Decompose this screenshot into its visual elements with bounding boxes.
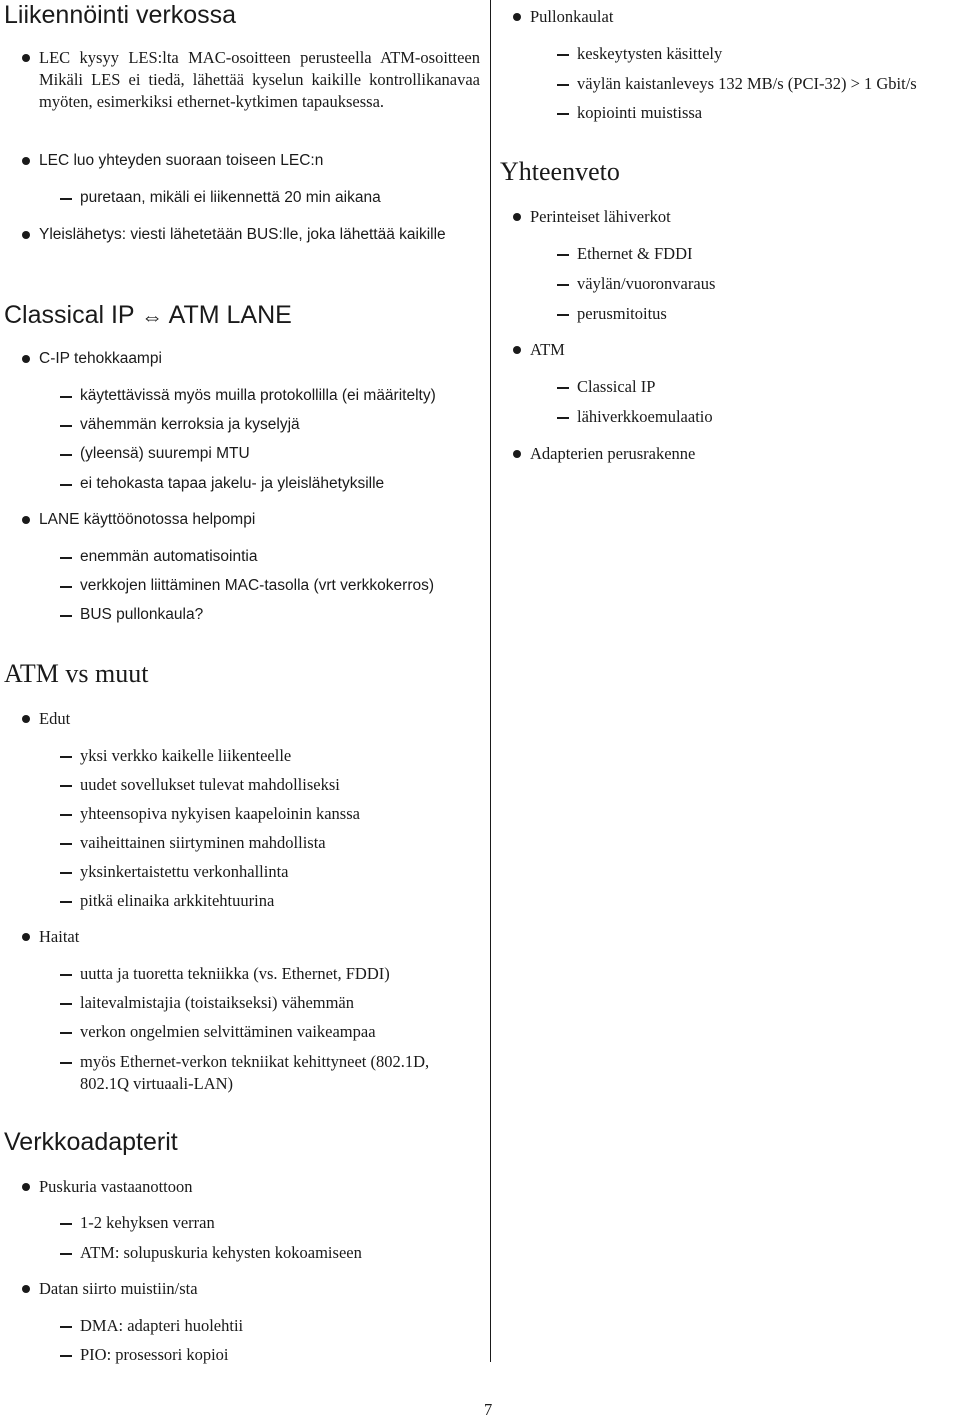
sub-list-item: Classical IP <box>557 376 655 398</box>
sub-list-item: yksi verkko kaikelle liikenteelle <box>60 745 291 767</box>
dash-icon <box>60 785 72 787</box>
section-title-classical: Classical IP ⇔ ATM LANE <box>4 301 292 329</box>
list-item: C-IP tehokkaampi <box>22 348 162 370</box>
list-item: Adapterien perusrakenne <box>513 443 695 465</box>
dash-icon <box>557 84 569 86</box>
list-item: Puskuria vastaanottoon <box>22 1176 193 1198</box>
dash-icon <box>60 1003 72 1005</box>
dash-icon <box>60 396 72 398</box>
list-item: LANE käyttöönotossa helpompi <box>22 509 255 531</box>
bullet-icon <box>22 516 30 524</box>
sub-list-item: keskeytysten käsittely <box>557 43 722 65</box>
sub-list-item: vähemmän kerroksia ja kyselyjä <box>60 414 300 436</box>
list-item: Perinteiset lähiverkot <box>513 206 671 228</box>
list-item: Pullonkaulat <box>513 6 613 28</box>
dash-icon <box>557 417 569 419</box>
bullet-icon <box>22 715 30 723</box>
sub-list-item: ei tehokasta tapaa jakelu- ja yleislähetyksille <box>60 473 384 495</box>
section-title-liikennointi: Liikennöinti verkossa <box>4 1 237 29</box>
dash-icon <box>60 425 72 427</box>
dash-icon <box>60 586 72 588</box>
dash-icon <box>60 615 72 617</box>
list-item: Edut <box>22 708 70 730</box>
bullet-icon <box>22 231 30 239</box>
dash-icon <box>557 284 569 286</box>
sub-list-item: yksinkertaistettu verkonhallinta <box>60 861 289 883</box>
sub-list-item: 1-2 kehyksen verran <box>60 1212 215 1234</box>
list-item: ATM <box>513 339 565 361</box>
dash-icon <box>60 901 72 903</box>
dash-icon <box>60 557 72 559</box>
sub-list-item: Ethernet & FDDI <box>557 243 692 265</box>
sub-list-item: väylän kaistanleveys 132 MB/s (PCI-32) > 1 Gbit/s <box>557 73 917 95</box>
dash-icon <box>60 814 72 816</box>
list-item: LEC luo yhteyden suoraan toiseen LEC:n <box>22 150 323 172</box>
sub-list-item: yhteensopiva nykyisen kaapeloinin kanssa <box>60 803 360 825</box>
page-number: 7 <box>484 1400 493 1417</box>
right-column <box>490 0 960 1362</box>
list-item: Haitat <box>22 926 79 948</box>
sub-list-item: kopiointi muistissa <box>557 102 702 124</box>
dash-icon <box>557 254 569 256</box>
bullet-icon <box>513 13 521 21</box>
dash-icon <box>60 756 72 758</box>
sub-list-item: ATM: solupuskuria kehysten kokoamiseen <box>60 1242 362 1264</box>
section-title-atm-vs-muut: ATM vs muut <box>4 659 149 688</box>
sub-list-item: verkon ongelmien selvittäminen vaikeampaa <box>60 1021 376 1043</box>
bullet-icon <box>513 213 521 221</box>
sub-list-item: (yleensä) suurempi MTU <box>60 443 250 465</box>
dash-icon <box>60 484 72 486</box>
sub-list-item: käytettävissä myös muilla protokollilla (ei määritelty) <box>60 385 436 407</box>
section-title-yhteenveto: Yhteenveto <box>500 157 620 186</box>
dash-icon <box>60 974 72 976</box>
dash-icon <box>60 454 72 456</box>
dash-icon <box>557 314 569 316</box>
sub-list-item: verkkojen liittäminen MAC-tasolla (vrt verkkokerros) <box>60 575 434 597</box>
bullet-icon <box>22 1285 30 1293</box>
bullet-icon <box>22 54 30 62</box>
double-arrow-icon: ⇔ <box>141 304 164 329</box>
sub-list-item: pitkä elinaika arkkitehtuurina <box>60 890 274 912</box>
section-title-verkkoadapterit: Verkkoadapterit <box>4 1128 178 1156</box>
sub-list-item: lähiverkkoemulaatio <box>557 406 713 428</box>
dash-icon <box>557 113 569 115</box>
list-item: Datan siirto muistiin/sta <box>22 1278 198 1300</box>
bullet-icon <box>22 355 30 363</box>
sub-list-item: laitevalmistajia (toistaikseksi) vähemmän <box>60 992 354 1014</box>
bullet-icon <box>513 346 521 354</box>
list-item: Yleislähetys: viesti lähetetään BUS:lle, joka lähettää kaikille <box>22 224 480 246</box>
dash-icon <box>60 1253 72 1255</box>
dash-icon <box>60 198 72 200</box>
list-item: LEC kysyy LES:lta MAC-osoitteen perusteella ATM-osoitteen Mikäli LES ei tiedä, lähettää kyselun kaikille kontrollikanavaa myöten, esimerkiksi ethernet-kytkimen tapauksessa. <box>22 47 480 113</box>
sub-list-item: BUS pullonkaula? <box>60 604 203 626</box>
dash-icon <box>60 1355 72 1357</box>
dash-icon <box>557 54 569 56</box>
sub-list-item: uudet sovellukset tulevat mahdolliseksi <box>60 774 340 796</box>
sub-list-item: vaiheittainen siirtyminen mahdollista <box>60 832 326 854</box>
sub-list-item: perusmitoitus <box>557 303 667 325</box>
sub-list-item: DMA: adapteri huolehtii <box>60 1315 243 1337</box>
bullet-icon <box>22 1183 30 1191</box>
bullet-icon <box>22 157 30 165</box>
dash-icon <box>60 1032 72 1034</box>
sub-list-item: enemmän automatisointia <box>60 546 258 568</box>
dash-icon <box>60 1326 72 1328</box>
sub-list-item: puretaan, mikäli ei liikennettä 20 min aikana <box>60 187 381 209</box>
dash-icon <box>60 843 72 845</box>
sub-list-item: myös Ethernet-verkon tekniikat kehittyneet (802.1D, 802.1Q virtuaali-LAN) <box>60 1051 429 1095</box>
sub-list-item: PIO: prosessori kopioi <box>60 1344 229 1366</box>
bullet-icon <box>513 450 521 458</box>
bullet-icon <box>22 933 30 941</box>
dash-icon <box>60 1223 72 1225</box>
dash-icon <box>557 387 569 389</box>
dash-icon <box>60 872 72 874</box>
sub-list-item: uutta ja tuoretta tekniikka (vs. Ethernet, FDDI) <box>60 963 390 985</box>
sub-list-item: väylän/vuoronvaraus <box>557 273 715 295</box>
dash-icon <box>60 1062 72 1064</box>
